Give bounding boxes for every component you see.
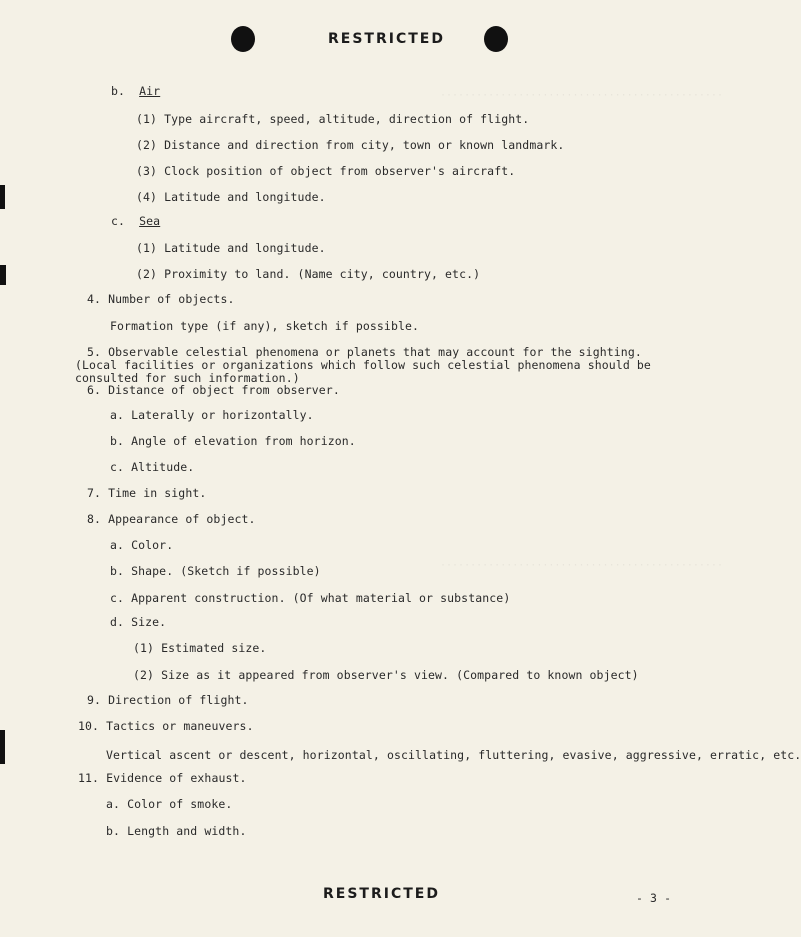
sea-subitem-2: (2) Proximity to land. (Name city, country, etc.) [136,267,481,281]
item-letter: b. [111,84,126,98]
item-11a: a. Color of smoke. [106,797,233,811]
item-10-note: Vertical ascent or descent, horizontal, oscillating, fluttering, evasive, aggressive, erratic, etc. [106,748,801,762]
punch-hole-left [231,26,255,52]
item-8d-1: (1) Estimated size. [133,641,267,655]
item-11: 11. Evidence of exhaust. [78,771,247,785]
air-subitem-3: (3) Clock position of object from observer's aircraft. [136,164,516,178]
item-8b: b. Shape. (Sketch if possible) [110,564,321,578]
item-10: 10. Tactics or maneuvers. [78,719,254,733]
item-5: 5. Observable celestial phenomena or planets that may account for the sighting. (Local facilities or organizations which follow such celestial phenomena should be consulted for such information.) [75,345,651,385]
air-subitem-2: (2) Distance and direction from city, town or known landmark. [136,138,565,152]
sea-subitem-1: (1) Latitude and longitude. [136,241,326,255]
edge-mark [0,730,5,764]
item-4-note: Formation type (if any), sketch if possible. [110,319,420,333]
air-subitem-1: (1) Type aircraft, speed, altitude, direction of flight. [136,112,530,126]
item-8d: d. Size. [110,615,167,629]
bleed-through-text: ··············································· [440,90,723,101]
page-number: - 3 - [636,891,672,905]
item-8d-2: (2) Size as it appeared from observer's view. (Compared to known object) [133,668,639,682]
item-8a: a. Color. [110,538,174,552]
item-6b: b. Angle of elevation from horizon. [110,434,356,448]
edge-mark [0,265,6,285]
air-subitem-4: (4) Latitude and longitude. [136,190,326,204]
item-title: Air [139,84,161,98]
punch-hole-right [484,26,508,52]
item-4: 4. Number of objects. [87,292,235,306]
item-6c: c. Altitude. [110,460,195,474]
footer-restricted-stamp: RESTRICTED [323,886,440,902]
edge-mark [0,185,5,209]
header-restricted-stamp: RESTRICTED [328,31,445,47]
item-6a: a. Laterally or horizontally. [110,408,314,422]
item-9: 9. Direction of flight. [87,693,249,707]
item-11b: b. Length and width. [106,824,247,838]
item-title: Sea [139,214,161,228]
item-letter: c. [111,214,126,228]
bleed-through-text: ··············································· [440,560,723,571]
item-c-sea [111,214,160,228]
item-8c: c. Apparent construction. (Of what material or substance) [110,591,511,605]
item-7: 7. Time in sight. [87,486,207,500]
item-b-air [111,84,160,98]
item-6: 6. Distance of object from observer. [87,383,340,397]
item-8: 8. Appearance of object. [87,512,256,526]
